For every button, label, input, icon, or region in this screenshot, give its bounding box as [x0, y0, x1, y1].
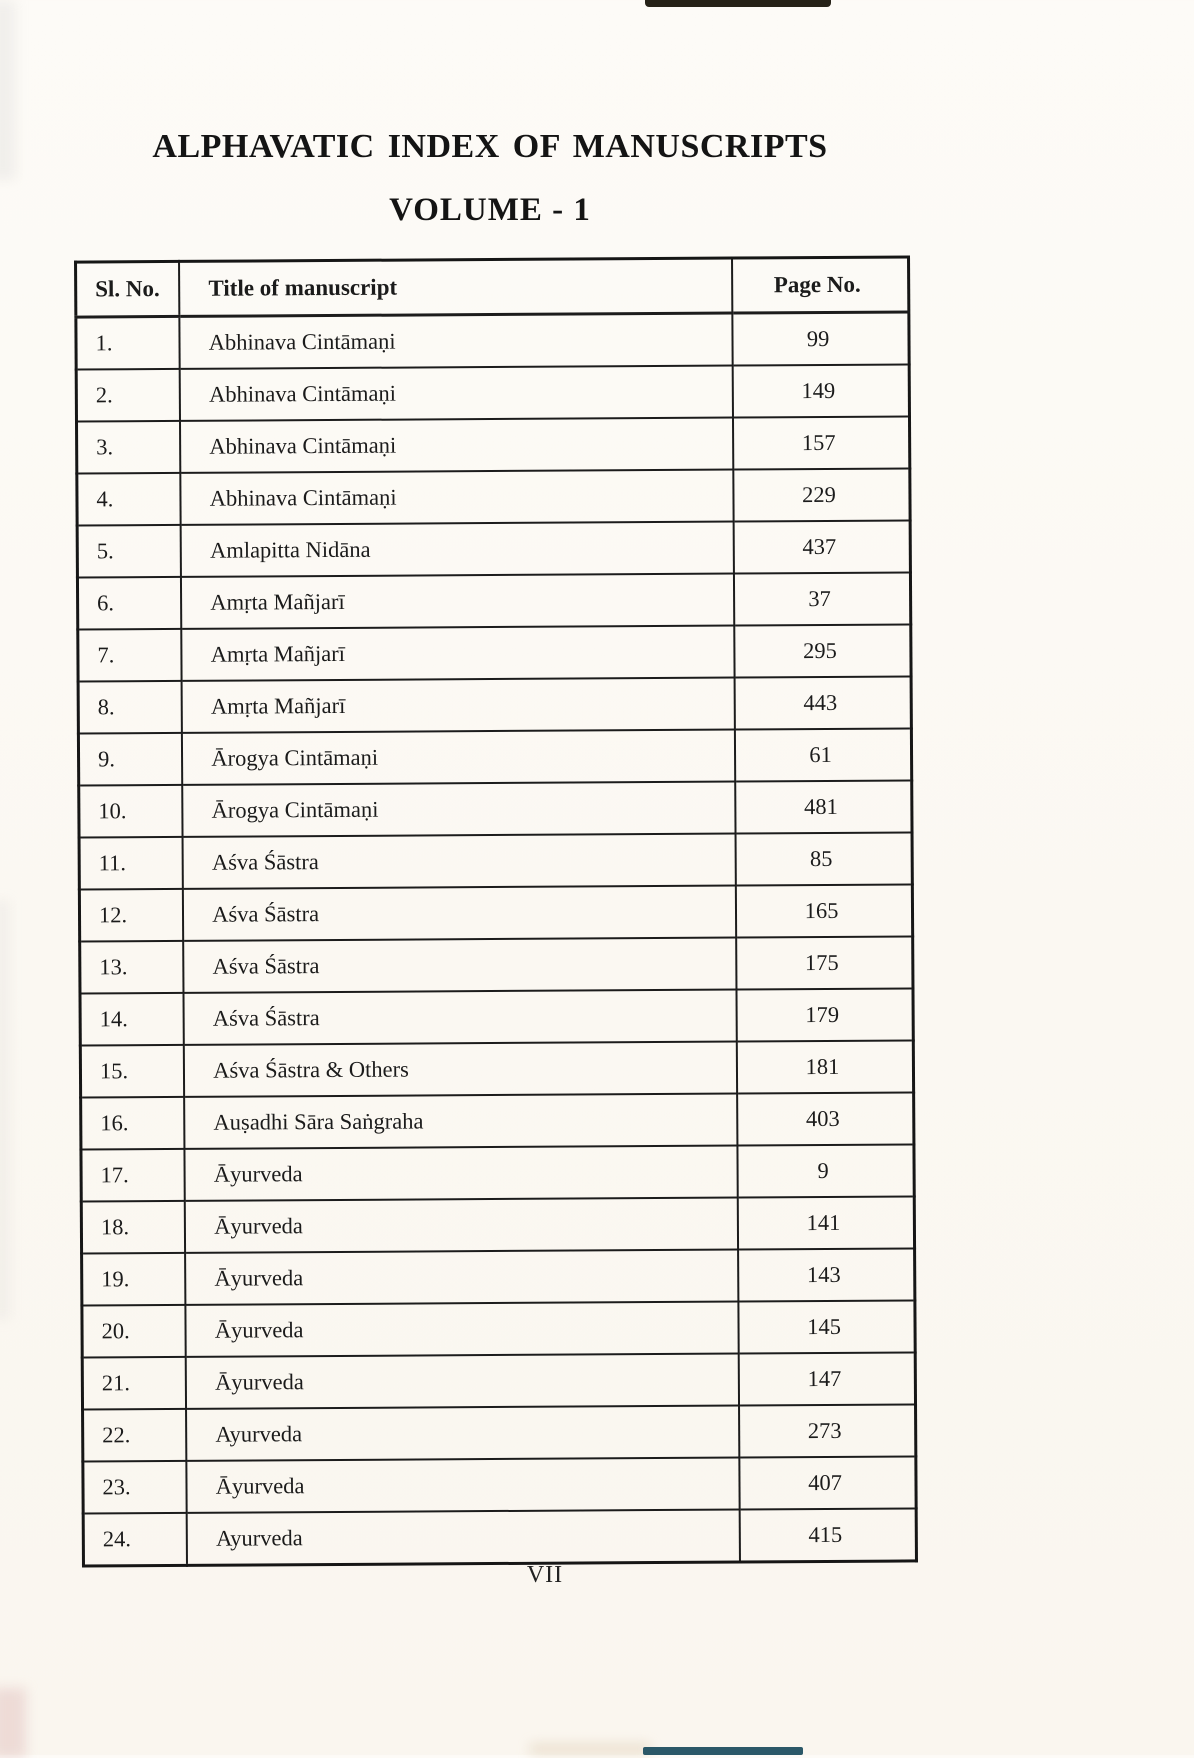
sl-no-cell: 5.: [77, 525, 181, 578]
page-no-cell: 165: [736, 884, 913, 937]
title-cell: Āyurveda: [185, 1146, 738, 1201]
page-no-cell: 37: [734, 572, 911, 625]
title-block: [0, 128, 980, 229]
sl-no-cell: 8.: [78, 681, 182, 734]
title-cell: Amlapitta Nidāna: [181, 522, 734, 577]
sl-no-cell: 12.: [79, 889, 183, 942]
header-sl-no: Sl. No.: [76, 261, 180, 317]
table-row: [76, 312, 909, 370]
page-no-cell: 407: [739, 1456, 916, 1509]
page-no-cell: 179: [737, 988, 914, 1041]
title-cell: Āyurveda: [185, 1198, 738, 1253]
title-cell: Āyurveda: [186, 1354, 739, 1409]
table-row: [83, 1456, 916, 1513]
page-no-cell: 61: [735, 728, 912, 781]
page-no-cell: 143: [738, 1248, 915, 1301]
sl-no-cell: 24.: [83, 1513, 187, 1566]
page-no-cell: 415: [740, 1508, 917, 1562]
title-cell: Aśva Śāstra: [183, 886, 736, 941]
manuscript-table-body: [76, 312, 917, 1566]
title-cell: Aśva Śāstra: [184, 990, 737, 1045]
sl-no-cell: 22.: [83, 1409, 187, 1462]
sl-no-cell: 21.: [82, 1357, 186, 1410]
page-no-cell: 181: [737, 1040, 914, 1093]
scan-smudge: [0, 1688, 26, 1758]
page-no-cell: 481: [735, 780, 912, 833]
table-row: [81, 1092, 914, 1149]
sl-no-cell: 16.: [81, 1097, 185, 1150]
page-no-cell: 149: [733, 364, 910, 417]
page-no-cell: 9: [738, 1144, 915, 1197]
table-row: [79, 780, 912, 837]
scan-smudge: [0, 900, 10, 1320]
sl-no-cell: 13.: [80, 941, 184, 994]
table-row: [79, 832, 912, 889]
table-row: [83, 1508, 916, 1566]
title-cell: Abhinava Cintāmaṇi: [180, 313, 733, 369]
footer-page-number: VII: [526, 1562, 564, 1588]
sl-no-cell: 6.: [77, 577, 181, 630]
table-row: [77, 572, 910, 629]
table-row: [77, 468, 910, 525]
header-title: Title of manuscript: [179, 258, 732, 316]
table-row: [78, 676, 911, 733]
table-row: [81, 1196, 914, 1253]
table-row: [80, 936, 913, 993]
table-row: [77, 520, 910, 577]
title-cell: Āyurveda: [185, 1250, 738, 1305]
table-row: [79, 884, 912, 941]
sl-no-cell: 10.: [79, 785, 183, 838]
page-no-cell: 85: [736, 832, 913, 885]
page-no-cell: 443: [735, 676, 912, 729]
table-row: [82, 1352, 915, 1409]
title-cell: Aśva Śāstra: [183, 938, 736, 993]
title-cell: Ayurveda: [187, 1510, 740, 1566]
page-no-cell: 175: [736, 936, 913, 989]
title-cell: Āyurveda: [187, 1458, 740, 1513]
table-row: [80, 988, 913, 1045]
header-page-no: Page No.: [732, 257, 909, 313]
page-no-cell: 273: [739, 1404, 916, 1457]
page-no-cell: 157: [733, 416, 910, 469]
page-no-cell: 141: [738, 1196, 915, 1249]
page-no-cell: 147: [739, 1352, 916, 1405]
table-row: [76, 416, 909, 473]
scan-artifact-bottom-bar: [643, 1747, 803, 1755]
sl-no-cell: 9.: [78, 733, 182, 786]
page-no-cell: 437: [734, 520, 911, 573]
title-cell: Amṛta Mañjarī: [182, 626, 735, 681]
sl-no-cell: 20.: [82, 1305, 186, 1358]
title-cell: Ayurveda: [186, 1406, 739, 1461]
table-row: [83, 1404, 916, 1461]
title-cell: Amṛta Mañjarī: [181, 574, 734, 629]
table-row: [78, 624, 911, 681]
title-cell: Auṣadhi Sāra Saṅgraha: [184, 1094, 737, 1149]
title-cell: Amṛta Mañjarī: [182, 678, 735, 733]
sl-no-cell: 19.: [82, 1253, 186, 1306]
table-row: [78, 728, 911, 785]
title-cell: Ārogya Cintāmaṇi: [182, 782, 735, 837]
manuscript-index-table: [74, 255, 918, 1567]
table-header-row: [76, 257, 909, 317]
sl-no-cell: 3.: [76, 421, 180, 474]
page-no-cell: 99: [732, 312, 909, 366]
page-no-cell: 145: [738, 1300, 915, 1353]
scan-smudge: [530, 1744, 650, 1754]
title-cell: Abhinava Cintāmaṇi: [180, 418, 733, 473]
title-cell: Āyurveda: [186, 1302, 739, 1357]
title-cell: Ārogya Cintāmaṇi: [182, 730, 735, 785]
table-row: [81, 1144, 914, 1201]
sl-no-cell: 23.: [83, 1461, 187, 1514]
volume-subtitle: VOLUME - 1: [389, 192, 591, 228]
page-title: ALPHAVATIC INDEX OF MANUSCRIPTS: [152, 128, 828, 165]
page-no-cell: 403: [737, 1092, 914, 1145]
sl-no-cell: 2.: [76, 369, 180, 422]
title-cell: Abhinava Cintāmaṇi: [180, 366, 733, 421]
sl-no-cell: 17.: [81, 1149, 185, 1202]
title-cell: Aśva Śāstra & Others: [184, 1042, 737, 1097]
scan-artifact-top-bar: [645, 0, 831, 7]
page-no-cell: 295: [734, 624, 911, 677]
sl-no-cell: 1.: [76, 316, 180, 369]
sl-no-cell: 11.: [79, 837, 183, 890]
table-row: [80, 1040, 913, 1097]
sl-no-cell: 18.: [81, 1201, 185, 1254]
table-row: [82, 1248, 915, 1305]
sl-no-cell: 14.: [80, 993, 184, 1046]
page-no-cell: 229: [733, 468, 910, 521]
sl-no-cell: 4.: [77, 473, 181, 526]
title-cell: Aśva Śāstra: [183, 834, 736, 889]
sl-no-cell: 15.: [80, 1045, 184, 1098]
table-row: [76, 364, 909, 421]
sl-no-cell: 7.: [78, 629, 182, 682]
table-row: [82, 1300, 915, 1357]
title-cell: Abhinava Cintāmaṇi: [181, 470, 734, 525]
